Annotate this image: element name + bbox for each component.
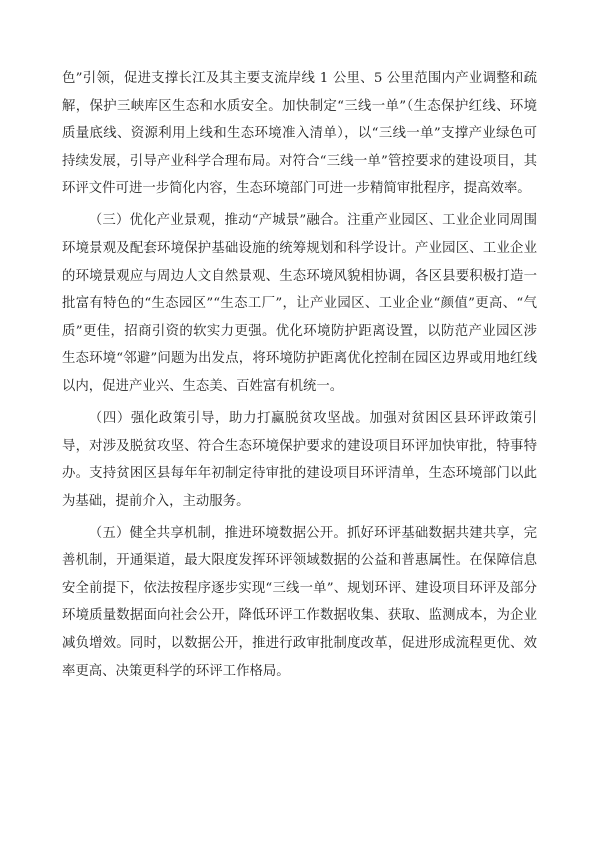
paragraph-policy-guidance: （四）强化政策引导，助力打赢脱贫攻坚战。加强对贫困区县环评政策引导，对涉及脱贫攻坚、符合生态环境保护要求的建设项目环评加快审批，特事特办。支持贫困区县每年年初制定待审批的建设项目环评清单，生态环境部门以此为基础，提前介入，主动服务。: [62, 410, 537, 509]
paragraph-continued-green-guidance: 色”引领，促进支撑长江及其主要支流岸线 1 公里、5 公里范围内产业调整和疏解，保护三峡库区生态和水质安全。加快制定“三线一单”（生态保护红线、环境质量底线、资源利用上线和生态环境准入清单），以“三线一单”支撑产业绿色可持续发展，引导产业科学合理布局。对符合“三线一单”管控要求的建设项目，其环评文件可进一步简化内容，生态环境部门可进一步精简审批程序，提高效率。: [62, 71, 537, 197]
paragraph-data-sharing: （五）健全共享机制，推进环境数据公开。抓好环评基础数据共建共享，完善机制，开通渠道，最大限度发挥环评领域数据的公益和普惠属性。在保障信息安全前提下，依法按程序逐步实现“三线一单”、规划环评、建设项目环评及部分环境质量数据面向社会公开，降低环评工作数据收集、获取、监测成本，为企业减负增效。同时，以数据公开，推进行政审批制度改革，促进形成流程更优、效率更高、决策更科学的环评工作格局。: [62, 525, 537, 679]
paragraph-industry-landscape: （三）优化产业景观，推动“产城景”融合。注重产业园区、工业企业同周围环境景观及配套环境保护基础设施的统筹规划和科学设计。产业园区、工业企业的环境景观应与周边人文自然景观、生态环境风貌相协调，各区县要积极打造一批富有特色的“生态园区”“生态工厂”，让产业园区、工业企业“颜值”更高、“气质”更佳，招商引资的软实力更强。优化环境防护距离设置，以防范产业园区涉生态环境“邻避”问题为出发点，将环境防护距离优化控制在园区边界或用地红线以内，促进产业兴、生态美、百姓富有机统一。: [62, 213, 537, 394]
document-body: [62, 65, 537, 690]
